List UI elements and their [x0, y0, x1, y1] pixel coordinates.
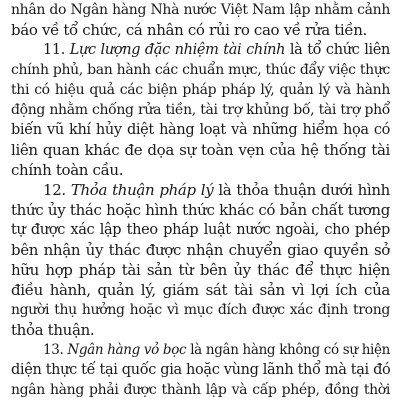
- text-span: là ngân hàng không có sự hiện: [186, 342, 390, 358]
- text-line: liên quan khác đe dọa sự toàn vẹn của hệ thống tài: [11, 141, 390, 159]
- text-line: chính phủ, ban hành các chuẩn mực, thúc đẩy việc thực: [11, 62, 390, 78]
- text-line: tự được xác lập theo pháp luật nước ngoài, cho phép: [11, 222, 390, 238]
- text-span: là thỏa thuận dưới hình: [213, 181, 390, 199]
- text-line: báo về tổ chức, cá nhân có rủi ro cao về rửa tiền.: [11, 21, 367, 39]
- item-12-heading-line: [43, 180, 390, 200]
- text-line: bên nhận ủy thác được nhận chuyển giao quyền sở: [11, 241, 390, 259]
- text-line: người thụ hưởng hoặc vì mục đích được xác định trong: [11, 302, 390, 318]
- item-number: 11.: [43, 42, 66, 58]
- text-line: thỏa thuận.: [11, 321, 95, 339]
- text-line: biến vũ khí hủy diệt hàng loạt và những hiểm họa có: [11, 122, 390, 138]
- text-line: diện thực tế tại quốc gia hoặc vùng lãnh thổ mà tại đó: [11, 362, 390, 378]
- text-line: hữu hợp pháp tài sản từ bên ủy thác để thực hiện: [11, 261, 390, 279]
- text-line: thức ủy thác hoặc hình thức khác có bản chất tương: [11, 201, 390, 219]
- text-line: nhân do Ngân hàng Nhà nước Việt Nam lập nhằm cảnh: [11, 2, 390, 18]
- defined-term: Ngân hàng vỏ bọc: [67, 342, 187, 358]
- text-line: động nhằm chống rửa tiền, tài trợ khủng bố, tài trợ phổ: [11, 102, 390, 118]
- text-line: ngân hàng phải được thành lập và cấp phép, đồng thời: [11, 382, 390, 398]
- defined-term: Lực lượng đặc nhiệm tài chính: [69, 42, 286, 58]
- item-number: 12.: [43, 181, 66, 199]
- text-line: điều hành, quản lý, giám sát tài sản vì lợi ích của: [11, 281, 390, 299]
- item-number: 13.: [43, 342, 64, 358]
- defined-term: Thỏa thuận pháp lý: [70, 181, 214, 199]
- item-11-heading-line: [43, 40, 390, 60]
- item-13-heading-line: [43, 340, 390, 360]
- text-line: chính toàn cầu.: [11, 161, 124, 179]
- text-span: là tổ chức liên: [285, 42, 390, 58]
- text-line: thi có hiệu quả các biện pháp pháp lý, quản lý và hành: [11, 82, 390, 98]
